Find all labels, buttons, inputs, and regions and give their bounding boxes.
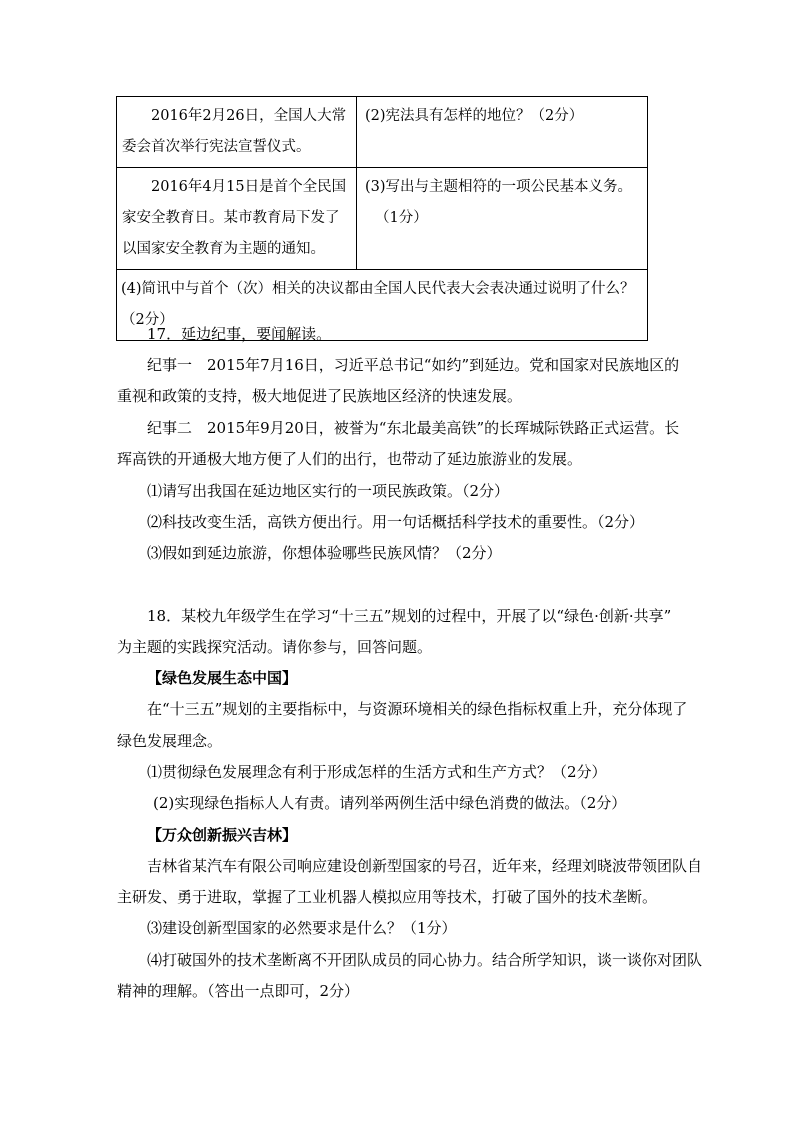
question-table (116, 96, 648, 341)
q18-intro-line1: 18．某校九年级学生在学习“十三五”规划的过程中，开展了以“绿色·创新·共享” (147, 607, 672, 625)
question-4-line2: （2分） (121, 312, 174, 328)
q18-section-innovation: 【万众创新振兴吉林】 (147, 826, 298, 844)
q17-sub3: ⑶假如到延边旅游，你想体验哪些民族风情？（2分） (147, 544, 502, 562)
q17-event1-line2: 重视和政策的支持，极大地促进了民族地区经济的快速发展。 (117, 387, 523, 405)
q17-sub1: ⑴请写出我国在延边地区实行的一项民族政策。（2分） (147, 482, 510, 500)
q18-s1-line2: 绿色发展理念。 (117, 732, 223, 750)
q17-title: 17．延边纪事，要闻解读。 (147, 325, 332, 343)
q17-event2-line1: 纪事二 2015年9月20日，被誉为“东北最美高铁”的长珲城际铁路正式运营。长 (147, 419, 680, 437)
q17-sub2: ⑵科技改变生活，高铁方便出行。用一句话概括科学技术的重要性。（2分） (147, 513, 645, 531)
q18-s2-line1: 吉林省某汽车有限公司响应建设创新型国家的号召，近年来，经理刘晓波带领团队自 (147, 857, 703, 875)
q18-sub2: (2)实现绿色指标人人有责。请列举两例生活中绿色消费的做法。（2分） (153, 794, 627, 812)
news-item-constitution-oath: 2016年2月26日，全国人大常委会首次举行宪法宣誓仪式。 (117, 97, 357, 168)
q18-sub1: ⑴贯彻绿色发展理念有利于形成怎样的生活方式和生产方式？（2分） (147, 763, 607, 781)
question-3 (357, 168, 648, 270)
q17-event2-line2: 珲高铁的开通极大地方便了人们的出行，也带动了延边旅游业的发展。 (117, 450, 583, 468)
question-3-line2: （1分） (375, 210, 428, 226)
q18-sub3: ⑶建设创新型国家的必然要求是什么？（1分） (147, 919, 457, 937)
q18-sub4-line1: ⑷打破国外的技术垄断离不开团队成员的同心协力。结合所学知识，谈一谈你对团队 (147, 951, 703, 969)
q18-s2-line2: 主研发、勇于进取，掌握了工业机器人模拟应用等技术，打破了国外的技术垄断。 (117, 888, 658, 906)
q18-s1-line1: 在“十三五”规划的主要指标中，与资源环境相关的绿色指标权重上升，充分体现了 (147, 700, 688, 718)
q17-event1-line1: 纪事一 2015年7月16日，习近平总书记“如约”到延边。党和国家对民族地区的 (147, 356, 680, 374)
q18-section-green: 【绿色发展生态中国】 (147, 669, 298, 687)
question-3-line1: (3)写出与主题相符的一项公民基本义务。 (365, 179, 633, 195)
news-item-security-day: 2016年4月15日是首个全民国家安全教育日。某市教育局下发了以国家安全教育为主题的通知。 (117, 168, 357, 270)
question-2: (2)宪法具有怎样的地位？（2分） (357, 97, 648, 168)
table-row (117, 168, 648, 270)
table-row (117, 97, 648, 168)
q18-intro-line2: 为主题的实践探究活动。请你参与，回答问题。 (117, 638, 433, 656)
q18-sub4-line2: 精神的理解。（答出一点即可，2分） (117, 982, 360, 1000)
question-4-line1: (4)简讯中与首个（次）相关的决议都由全国人民代表大会表决通过说明了什么？ (121, 281, 635, 297)
